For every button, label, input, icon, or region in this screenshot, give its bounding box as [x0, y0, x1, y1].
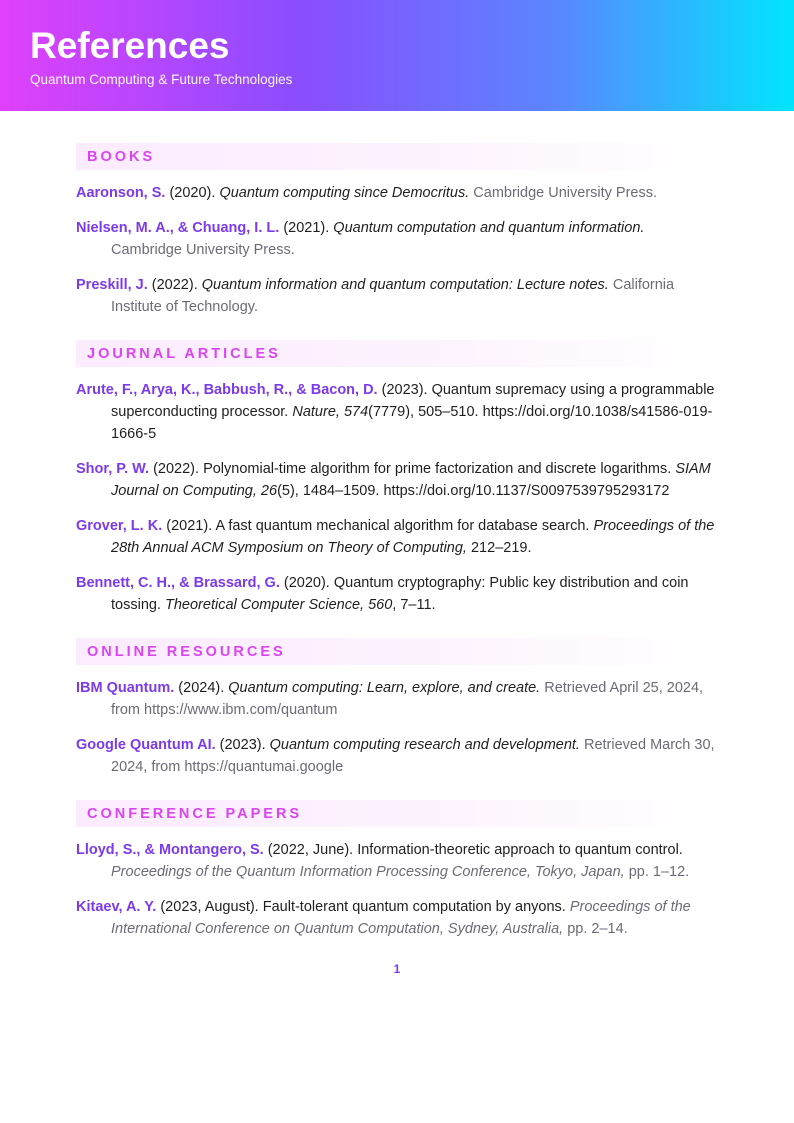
reference-author: Nielsen, M. A., & Chuang, I. L.	[76, 220, 280, 236]
reference-title: Polynomial-time algorithm for prime factorization and discrete logarithms.	[203, 461, 676, 477]
section-title-conference-papers: CONFERENCE PAPERS	[76, 800, 707, 827]
reference-author: Arute, F., Arya, K., Babbush, R., & Bacon, D.	[76, 382, 378, 398]
reference-title: Quantum supremacy using a programmable superconducting processor.	[111, 382, 715, 420]
reference-item	[76, 896, 718, 940]
page-title: References	[30, 25, 230, 66]
reference-journal: Proceedings of the 28th Annual ACM Symposium on Theory of Computing,	[111, 518, 715, 556]
section-journal-articles	[76, 340, 718, 616]
reference-year: (2020).	[165, 185, 220, 201]
reference-item	[76, 515, 718, 559]
reference-title: Quantum cryptography: Public key distribution and coin tossing.	[111, 575, 689, 613]
reference-author: Aaronson, S.	[76, 185, 166, 201]
reference-author: Google Quantum AI.	[76, 737, 216, 753]
reference-author: Grover, L. K.	[76, 518, 163, 534]
reference-venue: Proceedings of the Quantum Information Processing Conference, Tokyo, Japan,	[111, 864, 625, 880]
reference-item	[76, 458, 718, 502]
reference-item	[76, 182, 718, 204]
reference-year: (2022, June).	[263, 842, 358, 858]
reference-item	[76, 572, 718, 616]
reference-title: Quantum computing since Democritus.	[219, 185, 470, 201]
reference-item	[76, 217, 718, 261]
reference-publisher: California Institute of Technology.	[111, 277, 675, 315]
reference-year: (2024).	[174, 680, 229, 696]
reference-retrieved: Retrieved March 30, 2024, from https://quantumai.google	[111, 737, 715, 775]
reference-item	[76, 839, 718, 883]
section-books	[76, 143, 718, 318]
reference-author: Lloyd, S., & Montangero, S.	[76, 842, 264, 858]
reference-item	[76, 379, 718, 445]
reference-author: Kitaev, A. Y.	[76, 899, 157, 915]
reference-item	[76, 734, 718, 778]
reference-year: (2021).	[162, 518, 216, 534]
reference-title: Quantum computing: Learn, explore, and create.	[228, 680, 541, 696]
reference-pages: pp. 1–12.	[624, 864, 690, 880]
page-number: 1	[393, 962, 401, 976]
reference-author: Bennett, C. H., & Brassard, G.	[76, 575, 280, 591]
reference-title: Information-theoretic approach to quantum control.	[357, 842, 683, 858]
reference-year: (2023).	[215, 737, 270, 753]
references-content	[0, 111, 794, 976]
reference-title: Fault-tolerant quantum computation by anyons.	[262, 899, 570, 915]
page-subtitle: Quantum Computing & Future Technologies	[30, 72, 293, 87]
reference-publisher: Cambridge University Press.	[469, 185, 658, 201]
reference-details: (5), 1484–1509. https://doi.org/10.1137/S0097539795293172	[277, 483, 670, 499]
section-title-books: BOOKS	[76, 143, 707, 170]
reference-publisher: Cambridge University Press.	[111, 242, 295, 258]
page-header	[0, 0, 794, 111]
reference-year: (2020).	[279, 575, 334, 591]
reference-item	[76, 274, 718, 318]
reference-year: (2021).	[279, 220, 334, 236]
reference-author: Shor, P. W.	[76, 461, 150, 477]
section-title-journal-articles: JOURNAL ARTICLES	[76, 340, 707, 367]
section-title-online-resources: ONLINE RESOURCES	[76, 638, 707, 665]
reference-details: (7779), 505–510. https://doi.org/10.1038/s41586-019-1666-5	[111, 404, 713, 442]
reference-year: (2023, August).	[156, 899, 263, 915]
reference-pages: pp. 2–14.	[563, 921, 628, 937]
reference-author: Preskill, J.	[76, 277, 148, 293]
reference-title: Quantum computation and quantum information.	[333, 220, 645, 236]
reference-retrieved: Retrieved April 25, 2024, from https://www.ibm.com/quantum	[111, 680, 704, 718]
reference-journal: Nature, 574	[292, 404, 369, 420]
section-online-resources	[76, 638, 718, 778]
reference-item	[76, 677, 718, 721]
reference-title: Quantum computing research and development.	[269, 737, 580, 753]
reference-venue: Proceedings of the International Conference on Quantum Computation, Sydney, Australia,	[111, 899, 691, 937]
reference-journal: Theoretical Computer Science, 560	[165, 597, 393, 613]
reference-title: A fast quantum mechanical algorithm for database search.	[215, 518, 594, 534]
reference-details: , 7–11.	[392, 597, 436, 613]
reference-title: Quantum information and quantum computation: Lecture notes.	[201, 277, 609, 293]
reference-year: (2022).	[149, 461, 204, 477]
reference-year: (2023).	[377, 382, 432, 398]
section-conference-papers	[76, 800, 718, 940]
reference-author: IBM Quantum.	[76, 680, 175, 696]
reference-details: 212–219.	[466, 540, 532, 556]
reference-journal: SIAM Journal on Computing, 26	[111, 461, 711, 499]
reference-year: (2022).	[147, 277, 202, 293]
